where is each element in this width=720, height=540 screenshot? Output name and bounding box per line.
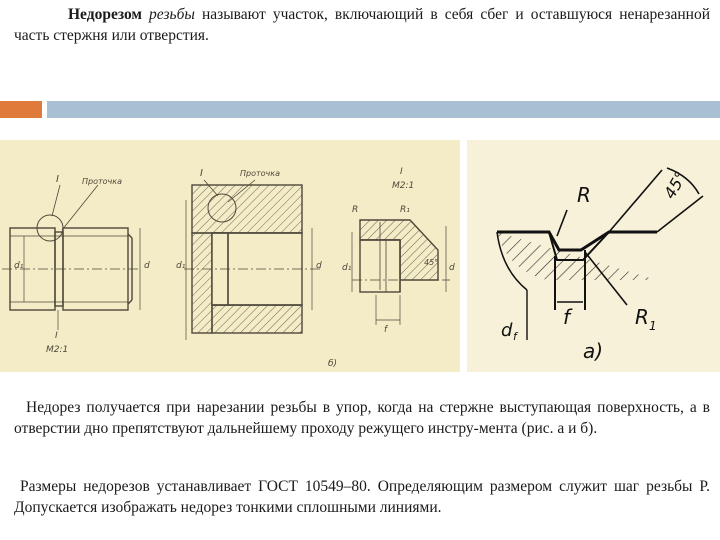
caption-b: б) bbox=[328, 359, 338, 369]
scale-a-ratio: M2:1 bbox=[46, 345, 69, 355]
intro-term-italic: резьбы bbox=[149, 6, 195, 23]
intro-term: Недорезом bbox=[68, 6, 142, 23]
accent-bar-blue bbox=[47, 101, 720, 118]
df-label: d bbox=[501, 320, 513, 341]
scale-c-num: I bbox=[400, 167, 403, 177]
df-sub-label: f bbox=[513, 330, 517, 343]
thread-undercut-drawings bbox=[0, 140, 460, 372]
undercut-detail-figure bbox=[467, 140, 720, 372]
r1-sub-label: 1 bbox=[649, 319, 657, 333]
angle-label-c: 45° bbox=[424, 258, 439, 267]
intro-paragraph bbox=[14, 4, 710, 46]
drawings-svg bbox=[0, 140, 460, 372]
d-label-c: d bbox=[449, 263, 455, 273]
d1-label-a: d₁ bbox=[14, 261, 24, 271]
d1-label-b: d₁ bbox=[176, 261, 186, 271]
f-label-c: f bbox=[384, 325, 388, 335]
detail-svg bbox=[467, 140, 720, 372]
detail-drawing bbox=[352, 220, 450, 325]
groove-label-b: Проточка bbox=[240, 169, 281, 178]
intro-rest: называют участок, включающий в себя сбег и оставшуюся ненарезанной часть стержня или отверстия. bbox=[14, 6, 711, 44]
r1-label: R bbox=[635, 305, 649, 329]
callout-b: I bbox=[200, 168, 203, 179]
accent-bar-orange bbox=[0, 101, 42, 118]
scale-a-num: I bbox=[55, 331, 58, 341]
d-label-a: d bbox=[144, 261, 150, 271]
callout-a: I bbox=[56, 174, 59, 185]
r-label: R bbox=[577, 183, 591, 207]
shaft-drawing bbox=[2, 185, 140, 330]
r1-label-c: R₁ bbox=[400, 205, 410, 215]
scale-c-ratio: M2:1 bbox=[392, 181, 415, 191]
d-label-b: d bbox=[316, 261, 322, 271]
angle-label: 45° bbox=[660, 167, 691, 202]
hole-drawing bbox=[184, 180, 320, 340]
paragraph-gost: Размеры недорезов устанавливает ГОСТ 10549–80. Определяющим размером служит шаг резьбы Р. Допускается изображать недорез тонкими сплошными линиями. bbox=[14, 478, 710, 516]
d1-label-c: d₁ bbox=[342, 263, 352, 273]
caption-a: а) bbox=[583, 339, 604, 363]
paragraph-undercut-origin: Недорез получается при нарезании резьбы в упор, когда на стержне выступающая поверхность, а в отверстии дно препятствуют дальнейшему проходу режущего инстру-мента (рис. а и б). bbox=[14, 399, 710, 437]
groove-label-a: Проточка bbox=[82, 177, 123, 186]
r-label-c: R bbox=[352, 205, 359, 215]
f-label: f bbox=[563, 305, 571, 329]
